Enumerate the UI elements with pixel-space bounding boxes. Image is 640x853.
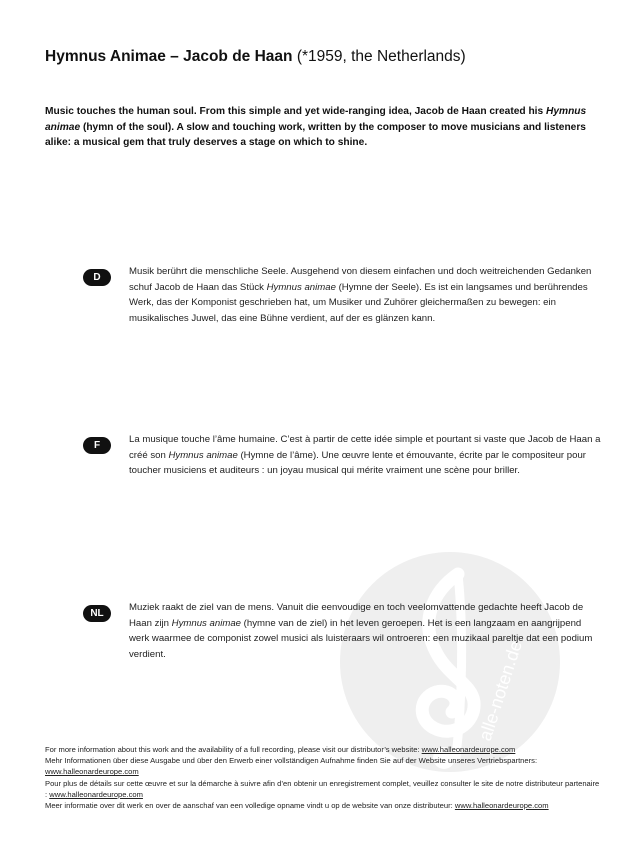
paragraph-nl-work-title: Hymnus animae [171, 617, 241, 629]
paragraph-de-text-1: Musik berührt die menschliche Seele. Ausgehend von diesem einfachen und doch weitreichenden Gedanken schuf Jacob de Haan das Stück [129, 266, 592, 293]
footer-de-text: Mehr Informationen über diese Ausgabe und über den Erwerb einer vollständigen Aufnahme finden Sie auf der Website unseres Vertriebspartners: [45, 756, 538, 766]
language-badge-de: D [83, 269, 111, 286]
language-badge-nl: NL [83, 605, 111, 622]
watermark-text: alle-noten.de [474, 638, 526, 744]
paragraph-de-work-title: Hymnus animae [266, 281, 336, 293]
footer-line-nl [45, 800, 601, 811]
footer-en-text: For more information about this work and the availability of a full recording, please visit our distributor’s website: [45, 745, 422, 754]
distributor-link-de[interactable]: www.halleonardeurope.com [45, 767, 139, 777]
paragraph-de [129, 264, 601, 326]
title-main: Hymnus Animae – Jacob de Haan [45, 48, 293, 65]
paragraph-fr [129, 432, 601, 479]
paragraph-nl-text-2: (hymne van de ziel) in het leven geroepen. Het is een langzaam en aangrijpend werk waarmee de componist zowel musici als luisteraars wil ontroeren: een muzikaal pareltje dat een podium verdient. [129, 617, 593, 660]
intro-paragraph [45, 104, 601, 151]
language-badge-fr: F [83, 437, 111, 454]
paragraph-nl-text-1: Muziek raakt de ziel van de mens. Vanuit die eenvoudige en toch veelomvattende gedachte heeft Jacob de Haan zijn [129, 602, 584, 629]
footer-nl-text: Meer informatie over dit werk en over de aanschaf van een volledige opname vindt u op de website van onze distributeur: [45, 801, 455, 811]
paragraph-fr-text-2: (Hymne de l’âme). Une œuvre lente et émouvante, écrite par le compositeur pour toucher musiciens et auditeurs : un joyau musical qui mérite vraiment une scène pour briller. [129, 449, 586, 477]
distributor-link-fr[interactable]: www.halleonardeurope.com [49, 789, 143, 799]
title-year: (*1959, the Netherlands) [296, 48, 466, 65]
footer-line-fr [45, 778, 601, 800]
distributor-link-en[interactable]: www.halleonardeurope.com [421, 745, 516, 754]
distributor-link-nl[interactable]: www.halleonardeurope.com [454, 801, 549, 811]
footer-info [45, 744, 601, 811]
footer-line-en [45, 744, 601, 755]
intro-work-title: Hymnus animae [45, 106, 587, 133]
paragraph-nl [129, 600, 601, 662]
paragraph-fr-text-1: La musique touche l’âme humaine. C’est à partir de cette idée simple et pourtant si vaste que Jacob de Haan a créé son [129, 434, 601, 461]
footer-line-de [45, 755, 601, 777]
paragraph-de-text-2: (Hymne der Seele). Es ist ein langsames und berührendes Werk, das der Komponist geschrieben hat, um Musiker und Zuhörer gleichermaßen zu bewegen: ein musikalisches Juwel, das eine Bühne verdient, auf der es glänzen kann. [129, 281, 588, 324]
page-title [45, 48, 605, 66]
intro-text-1: Music touches the human soul. From this simple and yet wide-ranging idea, Jacob de Haan created his [45, 106, 546, 117]
intro-text-2: (hymn of the soul). A slow and touching work, written by the composer to move musicians and listeners alike: a musical gem that truly deserves a stage on which to shine. [45, 121, 586, 149]
paragraph-fr-work-title: Hymnus animae [168, 449, 238, 461]
footer-fr-text: Pour plus de détails sur cette œuvre et sur la démarche à suivre afin d’en obtenir un enregistrement complet, veuillez consulter le site de notre distributeur partenaire : [45, 778, 600, 799]
